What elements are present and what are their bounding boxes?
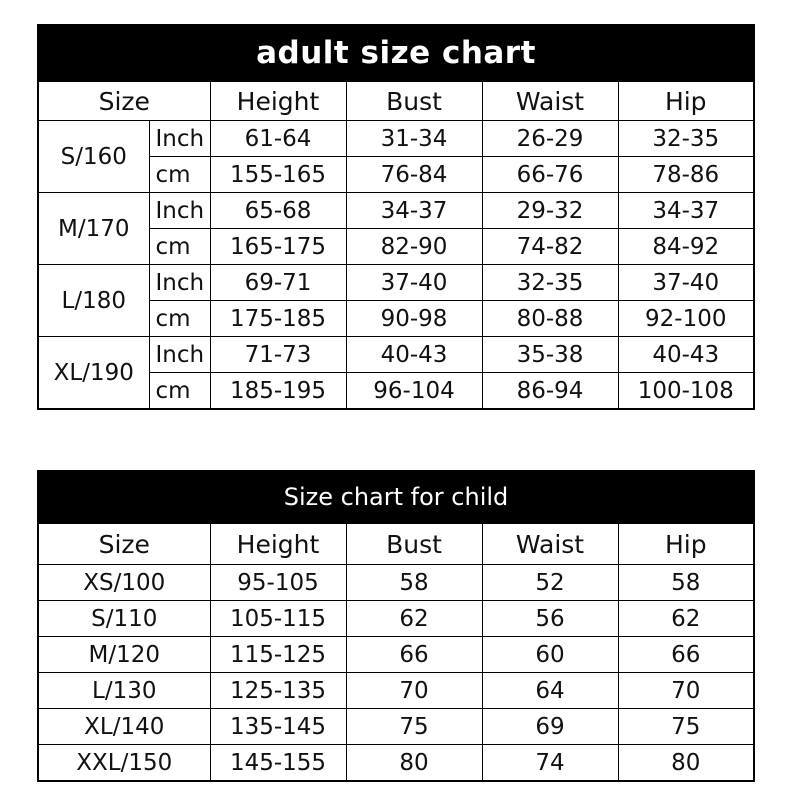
waist-value: 26-29 <box>482 121 618 157</box>
table-row <box>38 265 754 301</box>
table-row <box>38 709 754 745</box>
unit-label: Inch <box>149 121 210 157</box>
table-row <box>38 565 754 601</box>
unit-label: cm <box>149 373 210 410</box>
bust-value: 70 <box>346 673 482 709</box>
waist-value: 56 <box>482 601 618 637</box>
table-row <box>38 745 754 782</box>
adult-header-size: Size <box>38 81 210 121</box>
height-value: 65-68 <box>210 193 346 229</box>
waist-value: 64 <box>482 673 618 709</box>
hip-value: 62 <box>618 601 754 637</box>
unit-label: Inch <box>149 337 210 373</box>
height-value: 155-165 <box>210 157 346 193</box>
bust-value: 37-40 <box>346 265 482 301</box>
bust-value: 76-84 <box>346 157 482 193</box>
waist-value: 29-32 <box>482 193 618 229</box>
adult-size-label: L/180 <box>38 265 149 337</box>
bust-value: 66 <box>346 637 482 673</box>
child-header-row <box>38 523 754 565</box>
waist-value: 86-94 <box>482 373 618 410</box>
waist-value: 80-88 <box>482 301 618 337</box>
unit-label: cm <box>149 229 210 265</box>
hip-value: 75 <box>618 709 754 745</box>
bust-value: 40-43 <box>346 337 482 373</box>
height-value: 95-105 <box>210 565 346 601</box>
height-value: 61-64 <box>210 121 346 157</box>
waist-value: 32-35 <box>482 265 618 301</box>
height-value: 125-135 <box>210 673 346 709</box>
child-header-hip: Hip <box>618 523 754 565</box>
child-size-label: XXL/150 <box>38 745 210 782</box>
unit-label: cm <box>149 301 210 337</box>
height-value: 69-71 <box>210 265 346 301</box>
waist-value: 74-82 <box>482 229 618 265</box>
adult-header-waist: Waist <box>482 81 618 121</box>
height-value: 71-73 <box>210 337 346 373</box>
hip-value: 37-40 <box>618 265 754 301</box>
bust-value: 58 <box>346 565 482 601</box>
hip-value: 100-108 <box>618 373 754 410</box>
hip-value: 70 <box>618 673 754 709</box>
bust-value: 34-37 <box>346 193 482 229</box>
height-value: 105-115 <box>210 601 346 637</box>
bust-value: 82-90 <box>346 229 482 265</box>
child-header-bust: Bust <box>346 523 482 565</box>
bust-value: 80 <box>346 745 482 782</box>
hip-value: 66 <box>618 637 754 673</box>
table-row <box>38 637 754 673</box>
unit-label: Inch <box>149 193 210 229</box>
height-value: 165-175 <box>210 229 346 265</box>
table-row <box>38 121 754 157</box>
waist-value: 66-76 <box>482 157 618 193</box>
waist-value: 69 <box>482 709 618 745</box>
child-header-waist: Waist <box>482 523 618 565</box>
waist-value: 52 <box>482 565 618 601</box>
child-size-label: S/110 <box>38 601 210 637</box>
table-row <box>38 601 754 637</box>
hip-value: 34-37 <box>618 193 754 229</box>
child-header-height: Height <box>210 523 346 565</box>
bust-value: 90-98 <box>346 301 482 337</box>
unit-label: Inch <box>149 265 210 301</box>
child-size-label: XS/100 <box>38 565 210 601</box>
child-header-size: Size <box>38 523 210 565</box>
hip-value: 40-43 <box>618 337 754 373</box>
bust-value: 31-34 <box>346 121 482 157</box>
height-value: 175-185 <box>210 301 346 337</box>
waist-value: 35-38 <box>482 337 618 373</box>
hip-value: 32-35 <box>618 121 754 157</box>
adult-size-chart-table <box>37 24 755 410</box>
child-size-label: XL/140 <box>38 709 210 745</box>
height-value: 145-155 <box>210 745 346 782</box>
child-size-label: L/130 <box>38 673 210 709</box>
adult-size-label: M/170 <box>38 193 149 265</box>
child-chart-title: Size chart for child <box>38 471 754 523</box>
bust-value: 96-104 <box>346 373 482 410</box>
waist-value: 60 <box>482 637 618 673</box>
height-value: 115-125 <box>210 637 346 673</box>
table-row <box>38 673 754 709</box>
bust-value: 75 <box>346 709 482 745</box>
table-row <box>38 337 754 373</box>
bust-value: 62 <box>346 601 482 637</box>
hip-value: 80 <box>618 745 754 782</box>
hip-value: 92-100 <box>618 301 754 337</box>
height-value: 135-145 <box>210 709 346 745</box>
hip-value: 84-92 <box>618 229 754 265</box>
adult-chart-title: adult size chart <box>38 25 754 81</box>
child-size-label: M/120 <box>38 637 210 673</box>
hip-value: 58 <box>618 565 754 601</box>
waist-value: 74 <box>482 745 618 782</box>
adult-size-label: XL/190 <box>38 337 149 410</box>
table-row <box>38 193 754 229</box>
adult-size-label: S/160 <box>38 121 149 193</box>
child-size-chart-table <box>37 470 755 782</box>
height-value: 185-195 <box>210 373 346 410</box>
adult-header-row <box>38 81 754 121</box>
hip-value: 78-86 <box>618 157 754 193</box>
adult-header-bust: Bust <box>346 81 482 121</box>
adult-header-hip: Hip <box>618 81 754 121</box>
adult-header-height: Height <box>210 81 346 121</box>
unit-label: cm <box>149 157 210 193</box>
